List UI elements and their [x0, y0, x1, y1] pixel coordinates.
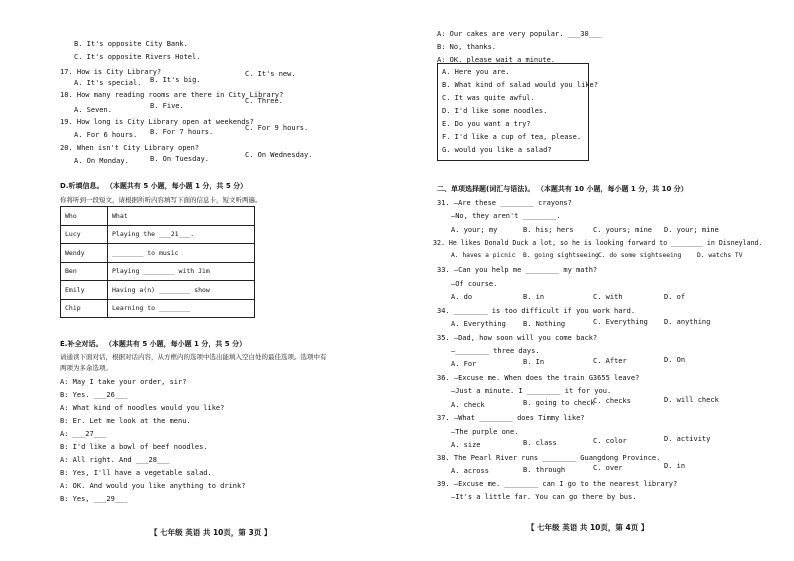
q17-option-c: C. It's new. — [245, 70, 296, 78]
question-35: 35. —Dad, how soon will you come back? — [437, 334, 598, 342]
option-b: B. It's opposite City Bank. — [74, 40, 188, 48]
q20-option-b: B. On Tuesday. — [150, 155, 210, 163]
dialogue-line: B: I'd like a bowl of beef noodles. — [60, 443, 208, 451]
box-option: C. It was quite awful. — [442, 94, 535, 102]
question-33: 33. —Can you help me ________ my math? — [437, 266, 598, 274]
q32-option-c: C. do some sightseeing — [598, 252, 682, 259]
table-cell-what: Having a(n) ________ show — [108, 281, 255, 300]
table-header-what: What — [108, 207, 255, 226]
dialogue-line: B: Er. Let me look at the menu. — [60, 417, 191, 425]
dialogue-line: B: Yes, I'll have a vegetable salad. — [60, 469, 212, 477]
question-19: 19. How long is City Library open at weekends? — [60, 118, 254, 126]
table-cell-what: Playing the ___21___. — [108, 225, 255, 244]
q33-option-c: C. with — [593, 293, 623, 301]
q33-stem2: —Of course. — [451, 280, 498, 288]
option-c: C. It's opposite Rivers Hotel. — [74, 53, 201, 61]
dialogue-line: A: OK. please wait a minute. — [437, 56, 556, 64]
question-20: 20. When isn't City Library open? — [60, 144, 200, 152]
q34-option-c: C. Everything — [593, 318, 648, 326]
q37-stem2: —The purple one. — [451, 428, 519, 436]
q35-option-d: D. On — [664, 356, 686, 364]
q36-option-a: A. check — [451, 401, 485, 409]
q37-option-a: A. size — [451, 441, 481, 449]
table-cell-what: ________ to music — [108, 244, 255, 263]
q18-option-c: C. Three. — [245, 97, 283, 105]
q37-option-d: D. activity — [664, 435, 711, 443]
box-option: E. Do you want a try? — [442, 120, 531, 128]
page-footer-left: 【 七年级 英语 共 10页，第 3页 】 — [150, 528, 272, 537]
q31-option-d: D. your; mine — [664, 226, 719, 234]
q36-option-b: B. going to check — [523, 399, 595, 407]
q32-option-b: B. going sightseeing — [523, 252, 599, 259]
dialogue-line: A: Our cakes are very popular. ___30___ — [437, 30, 602, 38]
q31-stem2: —No, they aren't ________. — [451, 212, 561, 220]
q35-option-b: B. In — [523, 358, 545, 366]
section-e-instruction-1: 请通读下面对话，根据对话内容，从方框内的选项中选出能填入空白处的最佳选项。选项中有 — [60, 353, 327, 361]
box-option: A. Here you are. — [442, 68, 510, 76]
table-header-who: Who — [61, 207, 108, 226]
q31-option-b: B. his; hers — [523, 226, 574, 234]
dialogue-line: A: OK. And would you like anything to drink? — [60, 482, 246, 490]
box-option: D. I'd like some noodles. — [442, 107, 548, 115]
box-option: B. What kind of salad would you like? — [442, 81, 598, 89]
q36-option-d: D. will check — [664, 396, 719, 404]
box-option: G. would you like a salad? — [442, 146, 552, 154]
question-38: 38. The Pearl River runs ________ Guangdong Province. — [437, 454, 661, 462]
dialogue-line: B: Yes, ___29___ — [60, 495, 128, 503]
dialogue-line: A: ___27___ — [60, 430, 107, 438]
table-row — [61, 299, 255, 318]
q31-option-c: C. yours; mine — [593, 226, 653, 234]
table-row — [61, 262, 255, 281]
question-31: 31. —Are these ________ crayons? — [437, 199, 572, 207]
info-card-table — [60, 206, 255, 318]
question-39: 39. —Excuse me. ________ can I go to the nearest library? — [437, 480, 678, 488]
table-cell-who: Lucy — [61, 225, 108, 244]
table-row — [61, 225, 255, 244]
q37-option-b: B. class — [523, 439, 557, 447]
q36-option-c: C. checks — [593, 397, 631, 405]
dialogue-line: A: May I take your order, sir? — [60, 378, 187, 386]
q34-option-b: B. Nothing — [523, 320, 566, 328]
q34-option-d: D. anything — [664, 318, 711, 326]
q36-stem2: —Just a minute. I ________ it for you. — [451, 387, 612, 395]
section-e-instruction-2: 两项为多余选项。 — [60, 364, 112, 372]
dialogue-line: A: What kind of noodles would you like? — [60, 404, 225, 412]
question-17: 17. How is City Library? — [60, 68, 162, 76]
question-34: 34. ________ is too difficult if you work hard. — [437, 307, 636, 315]
q35-stem2: —________ three days. — [451, 347, 540, 355]
q17-option-b: B. It's big. — [150, 76, 201, 84]
q33-option-a: A. do — [451, 293, 473, 301]
table-row — [61, 281, 255, 300]
box-option: F. I'd like a cup of tea, please. — [442, 133, 582, 141]
table-row — [61, 244, 255, 263]
q33-option-b: B. in — [523, 293, 545, 301]
dialogue-line: A: All right. And ___28___ — [60, 456, 170, 464]
q31-option-a: A. your; my — [451, 226, 498, 234]
question-36: 36. —Excuse me. When does the train G3655 leave? — [437, 374, 640, 382]
q34-option-a: A. Everything — [451, 320, 506, 328]
q19-option-a: A. For 6 hours. — [74, 131, 138, 139]
q32-option-a: A. haves a picnic — [451, 252, 516, 259]
q35-option-c: C. After — [593, 357, 627, 365]
q18-option-a: A. Seven. — [74, 106, 112, 114]
q20-option-c: C. On Wednesday. — [245, 151, 313, 159]
section-2-title: 二、单项选择题(词汇与语法)。 （本题共有 10 小题，每小题 1 分，共 10 分） — [437, 185, 688, 193]
q17-option-a: A. It's special. — [74, 79, 142, 87]
dialogue-line: B: No, thanks. — [437, 43, 497, 51]
q39-stem2: —It's a little far. You can go there by bus. — [451, 493, 637, 501]
table-cell-who: Wendy — [61, 244, 108, 263]
q20-option-a: A. On Monday. — [74, 157, 129, 165]
q38-option-b: B. through — [523, 466, 566, 474]
section-d-title: D.听填信息。 （本题共有 5 小题，每小题 1 分，共 5 分） — [60, 182, 248, 190]
q38-option-d: D. in — [664, 462, 686, 470]
dialogue-line: B: Yes. ___26___ — [60, 391, 128, 399]
table-cell-what: Learning to ________ — [108, 299, 255, 318]
q19-option-b: B. For 7 hours. — [150, 128, 214, 136]
section-e-title: E.补全对话。 （本题共有 5 小题，每小题 1 分，共 5 分） — [60, 340, 247, 348]
section-d-instruction: 你将听到一段短文，请根据所听内容填写下面的信息卡，短文听两遍。 — [60, 196, 262, 204]
table-cell-who: Ben — [61, 262, 108, 281]
q32-option-d: D. watchs TV — [697, 252, 743, 259]
q38-option-a: A. across — [451, 467, 489, 475]
q19-option-c: C. For 9 hours. — [245, 124, 309, 132]
table-cell-who: Chip — [61, 299, 108, 318]
q35-option-a: A. For — [451, 360, 477, 368]
question-18: 18. How many reading rooms are there in City Library? — [60, 91, 284, 99]
table-cell-what: Playing ________ with Jim — [108, 262, 255, 281]
q33-option-d: D. of — [664, 293, 686, 301]
q38-option-c: C. over — [593, 464, 623, 472]
page-footer-right: 【 七年级 英语 共 10页，第 4页 】 — [527, 523, 649, 532]
question-32: 32. He likes Donald Duck a lot, so he is looking forward to ________ in Disneyland. — [433, 239, 763, 247]
q37-option-c: C. color — [593, 437, 627, 445]
question-37: 37. —What ________ does Timmy like? — [437, 414, 585, 422]
table-cell-who: Emily — [61, 281, 108, 300]
q18-option-b: B. Five. — [150, 102, 184, 110]
